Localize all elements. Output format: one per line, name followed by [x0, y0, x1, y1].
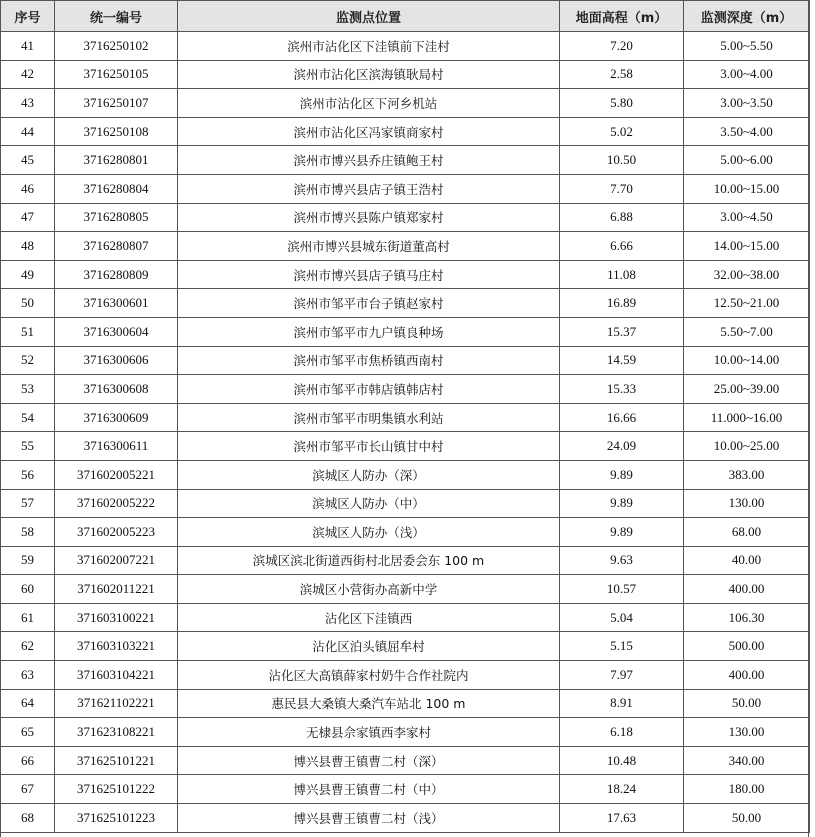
table-row [1, 317, 810, 346]
table-body [1, 32, 810, 833]
table-row [1, 718, 810, 747]
cell-depth: 3.00~4.00 [684, 60, 810, 89]
table-row [1, 232, 810, 261]
table-row [1, 546, 810, 575]
cell-location: 滨州市沾化区冯家镇商家村 [178, 117, 560, 146]
cell-elevation: 15.33 [560, 375, 684, 404]
cell-code: 3716280801 [55, 146, 178, 175]
cell-index: 59 [1, 546, 55, 575]
cell-index: 60 [1, 575, 55, 604]
cell-depth: 32.00~38.00 [684, 260, 810, 289]
cell-code: 3716250105 [55, 60, 178, 89]
table-row [1, 432, 810, 461]
cell-index: 61 [1, 603, 55, 632]
cell-index: 65 [1, 718, 55, 747]
cell-depth: 180.00 [684, 775, 810, 804]
header-code: 统一编号 [55, 1, 178, 32]
cell-depth: 5.00~6.00 [684, 146, 810, 175]
cell-location: 滨城区人防办（深） [178, 460, 560, 489]
cell-code: 371625101222 [55, 775, 178, 804]
cell-index: 66 [1, 746, 55, 775]
cell-index: 43 [1, 89, 55, 118]
cell-depth: 130.00 [684, 489, 810, 518]
cell-elevation: 16.66 [560, 403, 684, 432]
cell-depth: 3.50~4.00 [684, 117, 810, 146]
cell-code: 3716280807 [55, 232, 178, 261]
table-row [1, 117, 810, 146]
cell-location: 滨州市博兴县城东街道董高村 [178, 232, 560, 261]
cell-location: 沾化区泊头镇屈牟村 [178, 632, 560, 661]
cell-elevation: 5.15 [560, 632, 684, 661]
cell-elevation: 7.97 [560, 661, 684, 690]
cell-location: 滨城区小营街办高新中学 [178, 575, 560, 604]
cell-code: 371625101221 [55, 746, 178, 775]
cell-code: 3716300604 [55, 317, 178, 346]
cell-location: 沾化区下洼镇西 [178, 603, 560, 632]
table-row [1, 775, 810, 804]
cell-code: 371621102221 [55, 689, 178, 718]
cell-location: 滨州市沾化区下洼镇前下洼村 [178, 32, 560, 61]
cell-location: 滨州市沾化区下河乡机站 [178, 89, 560, 118]
cell-index: 48 [1, 232, 55, 261]
cell-index: 53 [1, 375, 55, 404]
cell-location: 滨州市博兴县店子镇马庄村 [178, 260, 560, 289]
table-row [1, 32, 810, 61]
cell-elevation: 10.50 [560, 146, 684, 175]
cell-elevation: 15.37 [560, 317, 684, 346]
table-row [1, 174, 810, 203]
table-row [1, 60, 810, 89]
cell-depth: 5.50~7.00 [684, 317, 810, 346]
cell-location: 惠民县大桑镇大桑汽车站北 100 m [178, 689, 560, 718]
cell-elevation: 7.20 [560, 32, 684, 61]
table-row [1, 146, 810, 175]
cell-location: 滨州市邹平市九户镇良种场 [178, 317, 560, 346]
cell-depth: 50.00 [684, 689, 810, 718]
cell-elevation: 2.58 [560, 60, 684, 89]
cell-elevation: 6.18 [560, 718, 684, 747]
cell-location: 滨城区人防办（浅） [178, 518, 560, 547]
cell-depth: 14.00~15.00 [684, 232, 810, 261]
cell-code: 3716280809 [55, 260, 178, 289]
table-row [1, 289, 810, 318]
cell-code: 3716280805 [55, 203, 178, 232]
cell-depth: 5.00~5.50 [684, 32, 810, 61]
table-row [1, 689, 810, 718]
cell-location: 滨州市博兴县店子镇王浩村 [178, 174, 560, 203]
cell-elevation: 9.89 [560, 460, 684, 489]
table-row [1, 260, 810, 289]
cell-index: 67 [1, 775, 55, 804]
header-depth: 监测深度（m） [684, 1, 810, 32]
cell-elevation: 10.48 [560, 746, 684, 775]
cell-index: 45 [1, 146, 55, 175]
cell-index: 47 [1, 203, 55, 232]
cell-elevation: 9.63 [560, 546, 684, 575]
cell-code: 371602005221 [55, 460, 178, 489]
cell-code: 371602005222 [55, 489, 178, 518]
cell-index: 50 [1, 289, 55, 318]
cell-location: 沾化区大高镇薛家村奶牛合作社院内 [178, 661, 560, 690]
cell-code: 371603104221 [55, 661, 178, 690]
cell-location: 博兴县曹王镇曹二村（中） [178, 775, 560, 804]
cell-depth: 12.50~21.00 [684, 289, 810, 318]
cell-depth: 25.00~39.00 [684, 375, 810, 404]
cell-location: 滨州市博兴县乔庄镇鲍王村 [178, 146, 560, 175]
cell-index: 63 [1, 661, 55, 690]
cell-code: 371603103221 [55, 632, 178, 661]
cell-code: 371602007221 [55, 546, 178, 575]
cell-location: 博兴县曹王镇曹二村（深） [178, 746, 560, 775]
table-row [1, 575, 810, 604]
cell-index: 68 [1, 804, 55, 833]
header-index: 序号 [1, 1, 55, 32]
cell-depth: 106.30 [684, 603, 810, 632]
cell-elevation: 6.66 [560, 232, 684, 261]
cell-depth: 130.00 [684, 718, 810, 747]
cell-code: 371602011221 [55, 575, 178, 604]
cell-depth: 10.00~25.00 [684, 432, 810, 461]
table-row [1, 375, 810, 404]
cell-index: 58 [1, 518, 55, 547]
cell-code: 371623108221 [55, 718, 178, 747]
header-row [1, 1, 810, 32]
cell-index: 44 [1, 117, 55, 146]
table-row [1, 746, 810, 775]
cell-elevation: 5.80 [560, 89, 684, 118]
cell-elevation: 16.89 [560, 289, 684, 318]
cell-depth: 340.00 [684, 746, 810, 775]
cell-index: 56 [1, 460, 55, 489]
cell-index: 41 [1, 32, 55, 61]
cell-depth: 68.00 [684, 518, 810, 547]
table-row [1, 489, 810, 518]
cell-code: 3716300606 [55, 346, 178, 375]
cell-elevation: 6.88 [560, 203, 684, 232]
cell-depth: 50.00 [684, 804, 810, 833]
cell-code: 3716300611 [55, 432, 178, 461]
cell-location: 滨州市邹平市长山镇甘中村 [178, 432, 560, 461]
cell-location: 滨州市邹平市韩店镇韩店村 [178, 375, 560, 404]
cell-elevation: 5.04 [560, 603, 684, 632]
cell-code: 3716300601 [55, 289, 178, 318]
cell-elevation: 17.63 [560, 804, 684, 833]
cell-location: 滨城区人防办（中） [178, 489, 560, 518]
cell-index: 64 [1, 689, 55, 718]
table-row [1, 603, 810, 632]
cell-index: 62 [1, 632, 55, 661]
cell-elevation: 9.89 [560, 489, 684, 518]
cell-depth: 11.000~16.00 [684, 403, 810, 432]
cell-code: 371602005223 [55, 518, 178, 547]
cell-depth: 40.00 [684, 546, 810, 575]
cell-index: 52 [1, 346, 55, 375]
cell-depth: 10.00~14.00 [684, 346, 810, 375]
table-row [1, 804, 810, 833]
cell-elevation: 24.09 [560, 432, 684, 461]
cell-code: 371603100221 [55, 603, 178, 632]
cell-location: 滨城区滨北街道西街村北居委会东 100 m [178, 546, 560, 575]
cell-elevation: 14.59 [560, 346, 684, 375]
cell-depth: 400.00 [684, 661, 810, 690]
cell-code: 3716250102 [55, 32, 178, 61]
cell-index: 46 [1, 174, 55, 203]
table-row [1, 518, 810, 547]
cell-elevation: 5.02 [560, 117, 684, 146]
cell-depth: 383.00 [684, 460, 810, 489]
cell-index: 55 [1, 432, 55, 461]
cell-location: 滨州市邹平市台子镇赵家村 [178, 289, 560, 318]
cell-code: 3716250107 [55, 89, 178, 118]
cell-index: 42 [1, 60, 55, 89]
cell-code: 3716280804 [55, 174, 178, 203]
cell-elevation: 7.70 [560, 174, 684, 203]
cell-location: 博兴县曹王镇曹二村（浅） [178, 804, 560, 833]
table-row [1, 89, 810, 118]
cell-elevation: 18.24 [560, 775, 684, 804]
cell-location: 滨州市邹平市焦桥镇西南村 [178, 346, 560, 375]
cell-index: 49 [1, 260, 55, 289]
cell-location: 无棣县佘家镇西李家村 [178, 718, 560, 747]
table-row [1, 403, 810, 432]
cell-elevation: 9.89 [560, 518, 684, 547]
header-elevation: 地面高程（m） [560, 1, 684, 32]
cell-elevation: 11.08 [560, 260, 684, 289]
cell-location: 滨州市邹平市明集镇水利站 [178, 403, 560, 432]
cell-location: 滨州市博兴县陈户镇郑家村 [178, 203, 560, 232]
header-location: 监测点位置 [178, 1, 560, 32]
cell-code: 3716300609 [55, 403, 178, 432]
table-row [1, 460, 810, 489]
cell-elevation: 10.57 [560, 575, 684, 604]
cell-code: 3716250108 [55, 117, 178, 146]
cell-index: 57 [1, 489, 55, 518]
table-header [1, 1, 810, 32]
cell-code: 371625101223 [55, 804, 178, 833]
cell-depth: 500.00 [684, 632, 810, 661]
table-row [1, 661, 810, 690]
cell-depth: 400.00 [684, 575, 810, 604]
cell-location: 滨州市沾化区滨海镇耿局村 [178, 60, 560, 89]
cell-index: 51 [1, 317, 55, 346]
table-row [1, 632, 810, 661]
cell-depth: 3.00~3.50 [684, 89, 810, 118]
cell-elevation: 8.91 [560, 689, 684, 718]
table-row [1, 203, 810, 232]
cell-index: 54 [1, 403, 55, 432]
table-row [1, 346, 810, 375]
cell-code: 3716300608 [55, 375, 178, 404]
cell-depth: 10.00~15.00 [684, 174, 810, 203]
cell-depth: 3.00~4.50 [684, 203, 810, 232]
